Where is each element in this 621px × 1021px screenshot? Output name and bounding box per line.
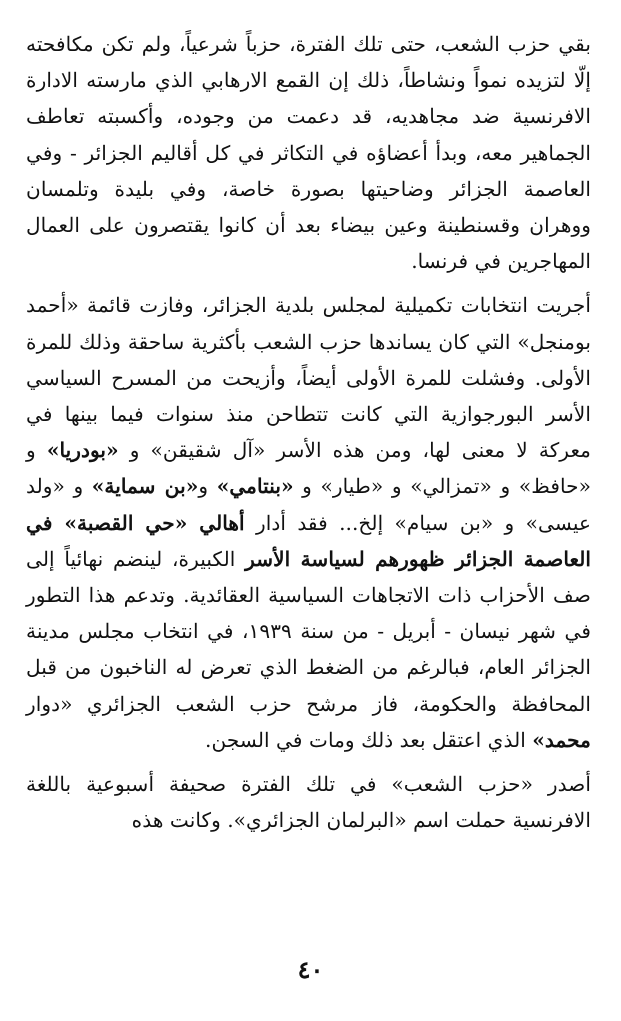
paragraph-2-bold-boudria: «بودريا» [46,438,119,463]
paragraph-1-text: بقي حزب الشعب، حتى تلك الفترة، حزباً شرعياً، ولم تكن مكافحته إلّا لتزيده نمواً ونشاطاً، ذلك إن القمع الارهابي الذي مارسته الادارة الافرنسية ضد مجاهديه، قد دعمت من وجوده، وأكسبته تعاطف الجماهير معه، وبدأ أعضاؤه في التكاثر في كل أقاليم الجزائر - وفي العاصمة الجزائر وضاحيتها بصورة خاصة، وفي بليدة وتلمسان ووهران وقسنطينة وعين بيضاء بعد أن كانوا يقتصرون على العمال المهاجرين في فرنسا. [26,32,591,274]
page-number: ٤٠ [297,955,324,984]
paragraph-2 [26,287,591,758]
paragraph-2-text-part-1: أجريت انتخابات تكميلية لمجلس بلدية الجزائر، وفازت قائمة «أحمد بومنجل» التي كان يساندها حزب الشعب بأكثرية ساحقة وذلك للمرة الأولى. وفشلت للمرة الأولى أيضاً، وأزيحت من المسرح السياسي الأسر البورجوازية التي كانت تتطاحن منذ سنوات فيما بينها في معركة لا معنى لها، ومن هذه الأسر «آل شقيقن» و [26,293,591,463]
paragraph-2-bold-casbah: أهالي «حي القصبة» في العاصمة الجزائر ظهورهم لسياسة الأسر [26,510,591,571]
paragraph-2-bold-bensmaya: «بن سماية» [91,474,199,499]
paragraph-2-bold-mohamed: محمد» [532,727,591,752]
paragraph-2-text-part-6: الذي اعتقل بعد ذلك ومات في السجن. [205,727,533,752]
paragraph-2-text-part-3: و [198,474,217,499]
paragraph-1 [26,26,591,279]
paragraph-2-text-part-4: و «ولد عيسى» و «بن سيام» إلخ... فقد أدار [26,474,591,535]
paragraph-2-bold-bentami: «بنتامي» [216,474,294,499]
paragraph-2-text-part-5: الكبيرة، لينضم نهائياً إلى صف الأحزاب ذات الاتجاهات السياسية العقائدية. وتدعم هذا التطور في شهر نيسان - أبريل - من سنة ١٩٣٩، في انتخاب مجلس مدينة الجزائر العام، فبالرغم من الضغط الذي تعرض له الناخبون من قبل المحافظة والحكومة، فاز مرشح حزب الشعب الجزائري «دوار [26,546,592,716]
paragraph-3-text: أصدر «حزب الشعب» في تلك الفترة صحيفة أسبوعية باللغة الافرنسية حملت اسم «البرلمان الجزائري». وكانت هذه [26,772,591,833]
paragraph-2-text-part-2: و «حافظ» و «تمزالي» و «طيار» و [26,438,591,499]
paragraph-3 [26,766,591,838]
page-body [26,26,591,838]
